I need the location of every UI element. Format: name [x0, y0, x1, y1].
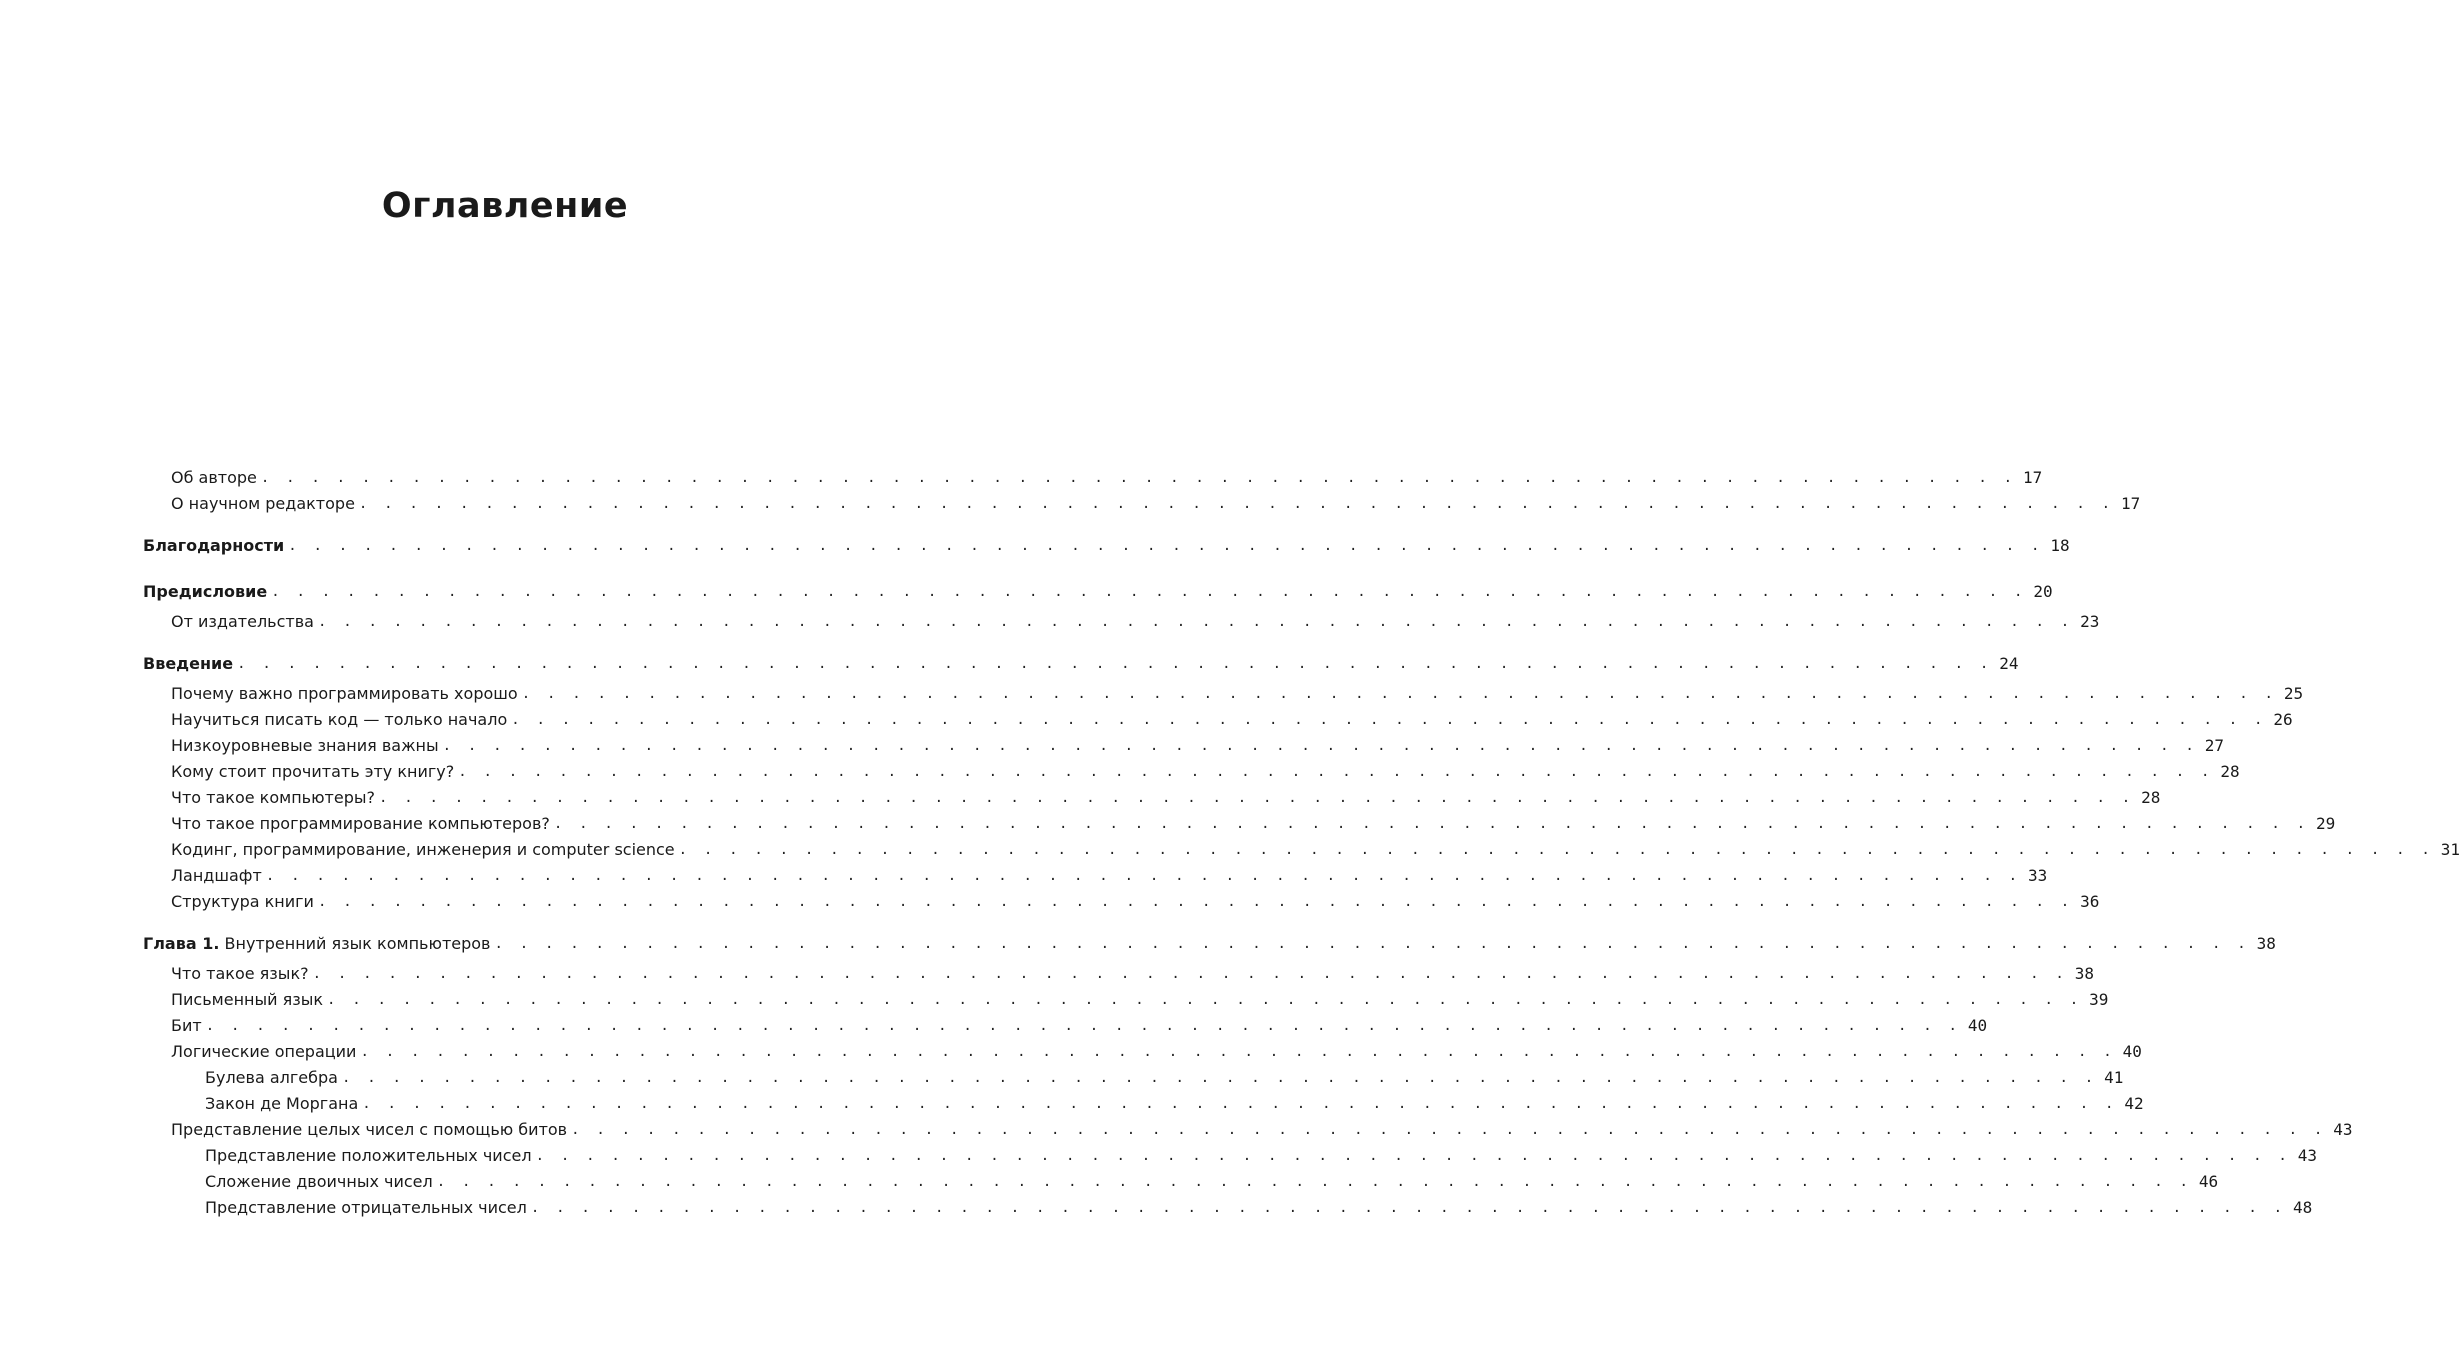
toc-section-entry[interactable] — [143, 532, 2070, 556]
toc-entry-label: Почему важно программировать хорошо — [171, 684, 518, 703]
toc-page-number: 43 — [2333, 1120, 2353, 1139]
toc-entry[interactable] — [171, 986, 2109, 1010]
toc-entry-label: Бит — [171, 1016, 202, 1035]
toc-entry-label: Кодинг, программирование, инженерия и computer science — [171, 840, 675, 859]
toc-section-entry[interactable] — [143, 650, 2019, 674]
toc-subentry[interactable] — [205, 1064, 2124, 1088]
toc-entry[interactable] — [171, 464, 2043, 488]
toc-page-number: 17 — [2121, 494, 2141, 513]
toc-entry-label: Логические операции — [171, 1042, 357, 1061]
toc-entry-label: Булева алгебра — [205, 1068, 338, 1087]
toc-entry-label: Низкоуровневые знания важны — [171, 736, 439, 755]
toc-entry[interactable] — [171, 608, 2100, 632]
toc-leader-dots: . . . . . . . . . . . . . . . . . . . . . . . . . . . . . . . . . . . . . . . . . . . . . . . . . . . . . . . . . . . . . . . . . . . . . . — [535, 1148, 2291, 1164]
toc-page-number: 24 — [1999, 654, 2019, 673]
toc-subentry[interactable] — [205, 1168, 2219, 1192]
toc-leader-dots: . . . . . . . . . . . . . . . . . . . . . . . . . . . . . . . . . . . . . . . . . . . . . . . . . . . . . . . . . . . . . . . . . . . . . . — [360, 1044, 2116, 1060]
toc-leader-dots: . . . . . . . . . . . . . . . . . . . . . . . . . . . . . . . . . . . . . . . . . . . . . . . . . . . . . . . . . . . . . . . . . . . . . . — [341, 1070, 2098, 1086]
toc-leader-dots: . . . . . . . . . . . . . . . . . . . . . . . . . . . . . . . . . . . . . . . . . . . . . . . . . . . . . . . . . . . . . . . . . . . . . . — [265, 868, 2022, 884]
toc-leader-dots: . . . . . . . . . . . . . . . . . . . . . . . . . . . . . . . . . . . . . . . . . . . . . . . . . . . . . . . . . . . . . . . . . . . . . . — [317, 614, 2074, 630]
toc-chapter-entry[interactable] — [143, 930, 2276, 954]
toc-subentry[interactable] — [205, 1194, 2313, 1218]
toc-page-number: 27 — [2204, 736, 2225, 755]
toc-leader-dots: . . . . . . . . . . . . . . . . . . . . . . . . . . . . . . . . . . . . . . . . . . . . . . . . . . . . . . . . . . . . . . . . . . . . . . — [530, 1200, 2287, 1216]
toc-leader-dots: . . . . . . . . . . . . . . . . . . . . . . . . . . . . . . . . . . . . . . . . . . . . . . . . . . . . . . . . . . . . . . . . . . . . . . — [511, 712, 2267, 728]
toc-page-number: 43 — [2297, 1146, 2317, 1165]
toc-entry[interactable] — [171, 862, 2048, 886]
toc-leader-dots: . . . . . . . . . . . . . . . . . . . . . . . . . . . . . . . . . . . . . . . . . . . . . . . . . . . . . . . . . . . . . . . . . . . . . . — [571, 1122, 2327, 1138]
toc-page-number: 41 — [2104, 1068, 2124, 1087]
toc-leader-dots: . . . . . . . . . . . . . . . . . . . . . . . . . . . . . . . . . . . . . . . . . . . . . . . . . . . . . . . . . . . . . . . . . . . . . . — [494, 936, 2250, 952]
toc-entry-label: Представление положительных чисел — [205, 1146, 532, 1165]
toc-leader-dots: . . . . . . . . . . . . . . . . . . . . . . . . . . . . . . . . . . . . . . . . . . . . . . . . . . . . . . . . . . . . . . . . . . . . . . — [379, 790, 2135, 806]
toc-entry-label: О научном редакторе — [171, 494, 355, 513]
toc-leader-dots: . . . . . . . . . . . . . . . . . . . . . . . . . . . . . . . . . . . . . . . . . . . . . . . . . . . . . . . . . . . . . . . . . . . . . . — [553, 816, 2310, 832]
toc-page-number: 20 — [2033, 582, 2053, 601]
toc-leader-dots: . . . . . . . . . . . . . . . . . . . . . . . . . . . . . . . . . . . . . . . . . . . . . . . . . . . . . . . . . . . . . . . . . . . . . . — [260, 470, 2017, 486]
toc-entry-label — [143, 934, 490, 954]
toc-entry-label: Научиться писать код — только начало — [171, 710, 508, 729]
toc-entry-label: Представление отрицательных чисел — [205, 1198, 527, 1217]
toc-leader-dots: . . . . . . . . . . . . . . . . . . . . . . . . . . . . . . . . . . . . . . . . . . . . . . . . . . . . . . . . . . . . . . . . . . . . . . — [442, 738, 2199, 754]
toc-leader-dots: . . . . . . . . . . . . . . . . . . . . . . . . . . . . . . . . . . . . . . . . . . . . . . . . . . . . . . . . . . . . . . . . . . . . . . — [312, 966, 2068, 982]
toc-entry-label: Введение — [143, 654, 234, 673]
toc-entry-label: Что такое компьютеры? — [171, 788, 375, 807]
toc-entry[interactable] — [171, 960, 2094, 984]
toc-page-number: 42 — [2124, 1094, 2144, 1113]
toc-page-number: 29 — [2316, 814, 2336, 833]
toc-leader-dots: . . . . . . . . . . . . . . . . . . . . . . . . . . . . . . . . . . . . . . . . . . . . . . . . . . . . . . . . . . . . . . . . . . . . . . — [521, 686, 2278, 702]
toc-page-number: 48 — [2292, 1198, 2313, 1217]
toc-page-number: 40 — [1967, 1016, 1988, 1035]
toc-entry-label: Кому стоит прочитать эту книгу? — [171, 762, 455, 781]
chapter-title: Внутренний язык компьютеров — [219, 934, 491, 953]
toc-entry-label: Благодарности — [143, 536, 285, 555]
page-title: Оглавление — [381, 186, 629, 226]
toc-entry[interactable] — [171, 680, 2304, 704]
toc-page-number: 28 — [2141, 788, 2161, 807]
toc-entry-label: Что такое язык? — [171, 964, 309, 983]
toc-leader-dots: . . . . . . . . . . . . . . . . . . . . . . . . . . . . . . . . . . . . . . . . . . . . . . . . . . . . . . . . . . . . . . . . . . . . . . — [271, 584, 2027, 600]
toc-page-number: 46 — [2198, 1172, 2219, 1191]
toc-page-number: 17 — [2023, 468, 2043, 487]
toc-entry-label: Закон де Моргана — [205, 1094, 359, 1113]
toc-page-number: 18 — [2050, 536, 2070, 555]
toc-leader-dots: . . . . . . . . . . . . . . . . . . . . . . . . . . . . . . . . . . . . . . . . . . . . . . . . . . . . . . . . . . . . . . . . . . . . . . — [317, 894, 2074, 910]
toc-entry[interactable] — [171, 810, 2336, 834]
toc-page-number: 40 — [2122, 1042, 2142, 1061]
toc-subentry[interactable] — [205, 1090, 2144, 1114]
toc-leader-dots: . . . . . . . . . . . . . . . . . . . . . . . . . . . . . . . . . . . . . . . . . . . . . . . . . . . . . . . . . . . . . . . . . . . . . . — [436, 1174, 2193, 1190]
toc-page-number: 28 — [2220, 762, 2240, 781]
toc-page-number: 33 — [2027, 866, 2048, 885]
toc-entry-label: Что такое программирование компьютеров? — [171, 814, 550, 833]
toc-leader-dots: . . . . . . . . . . . . . . . . . . . . . . . . . . . . . . . . . . . . . . . . . . . . . . . . . . . . . . . . . . . . . . . . . . . . . . — [358, 496, 2115, 512]
toc-entry[interactable] — [171, 1116, 2353, 1140]
toc-entry[interactable] — [171, 784, 2161, 808]
toc-entry[interactable] — [171, 1012, 1988, 1036]
toc-entry-label: Предисловие — [143, 582, 268, 601]
toc-entry[interactable] — [171, 1038, 2142, 1062]
chapter-number: Глава 1. — [143, 934, 220, 953]
toc-leader-dots: . . . . . . . . . . . . . . . . . . . . . . . . . . . . . . . . . . . . . . . . . . . . . . . . . . . . . . . . . . . . . . . . . . . . . . — [678, 842, 2435, 858]
toc-entry-label: Сложение двоичных чисел — [205, 1172, 433, 1191]
toc-section-entry[interactable] — [143, 578, 2053, 602]
toc-entry-label: Об авторе — [171, 468, 257, 487]
toc-page-number: 38 — [2074, 964, 2094, 983]
toc-leader-dots: . . . . . . . . . . . . . . . . . . . . . . . . . . . . . . . . . . . . . . . . . . . . . . . . . . . . . . . . . . . . . . . . . . . . . . — [288, 538, 2044, 554]
toc-page-number: 31 — [2440, 840, 2460, 859]
toc-entry-label: От издательства — [171, 612, 314, 631]
toc-leader-dots: . . . . . . . . . . . . . . . . . . . . . . . . . . . . . . . . . . . . . . . . . . . . . . . . . . . . . . . . . . . . . . . . . . . . . . — [327, 992, 2083, 1008]
toc-page-number: 26 — [2273, 710, 2293, 729]
toc-entry-label: Ландшафт — [171, 866, 262, 885]
toc-entry[interactable] — [171, 706, 2293, 730]
toc-page-number: 36 — [2080, 892, 2100, 911]
toc-leader-dots: . . . . . . . . . . . . . . . . . . . . . . . . . . . . . . . . . . . . . . . . . . . . . . . . . . . . . . . . . . . . . . . . . . . . . . — [362, 1096, 2118, 1112]
toc-leader-dots: . . . . . . . . . . . . . . . . . . . . . . . . . . . . . . . . . . . . . . . . . . . . . . . . . . . . . . . . . . . . . . . . . . . . . . — [458, 764, 2214, 780]
toc-page-number: 25 — [2283, 684, 2304, 703]
toc-leader-dots: . . . . . . . . . . . . . . . . . . . . . . . . . . . . . . . . . . . . . . . . . . . . . . . . . . . . . . . . . . . . . . . . . . . . . . — [205, 1018, 1962, 1034]
toc-leader-dots: . . . . . . . . . . . . . . . . . . . . . . . . . . . . . . . . . . . . . . . . . . . . . . . . . . . . . . . . . . . . . . . . . . . . . . — [237, 656, 1993, 672]
toc-entry[interactable] — [171, 836, 2460, 860]
toc-entry[interactable] — [171, 888, 2100, 912]
toc-entry-label: Письменный язык — [171, 990, 324, 1009]
toc-page-number: 23 — [2080, 612, 2100, 631]
toc-entry[interactable] — [171, 490, 2141, 514]
toc-entry[interactable] — [171, 758, 2240, 782]
toc-entry-label: Представление целых чисел с помощью битов — [171, 1120, 568, 1139]
toc-page-number: 39 — [2089, 990, 2109, 1009]
toc-entry-label: Структура книги — [171, 892, 314, 911]
toc-subentry[interactable] — [205, 1142, 2317, 1166]
toc-entry[interactable] — [171, 732, 2225, 756]
toc-page-number: 38 — [2256, 934, 2276, 953]
